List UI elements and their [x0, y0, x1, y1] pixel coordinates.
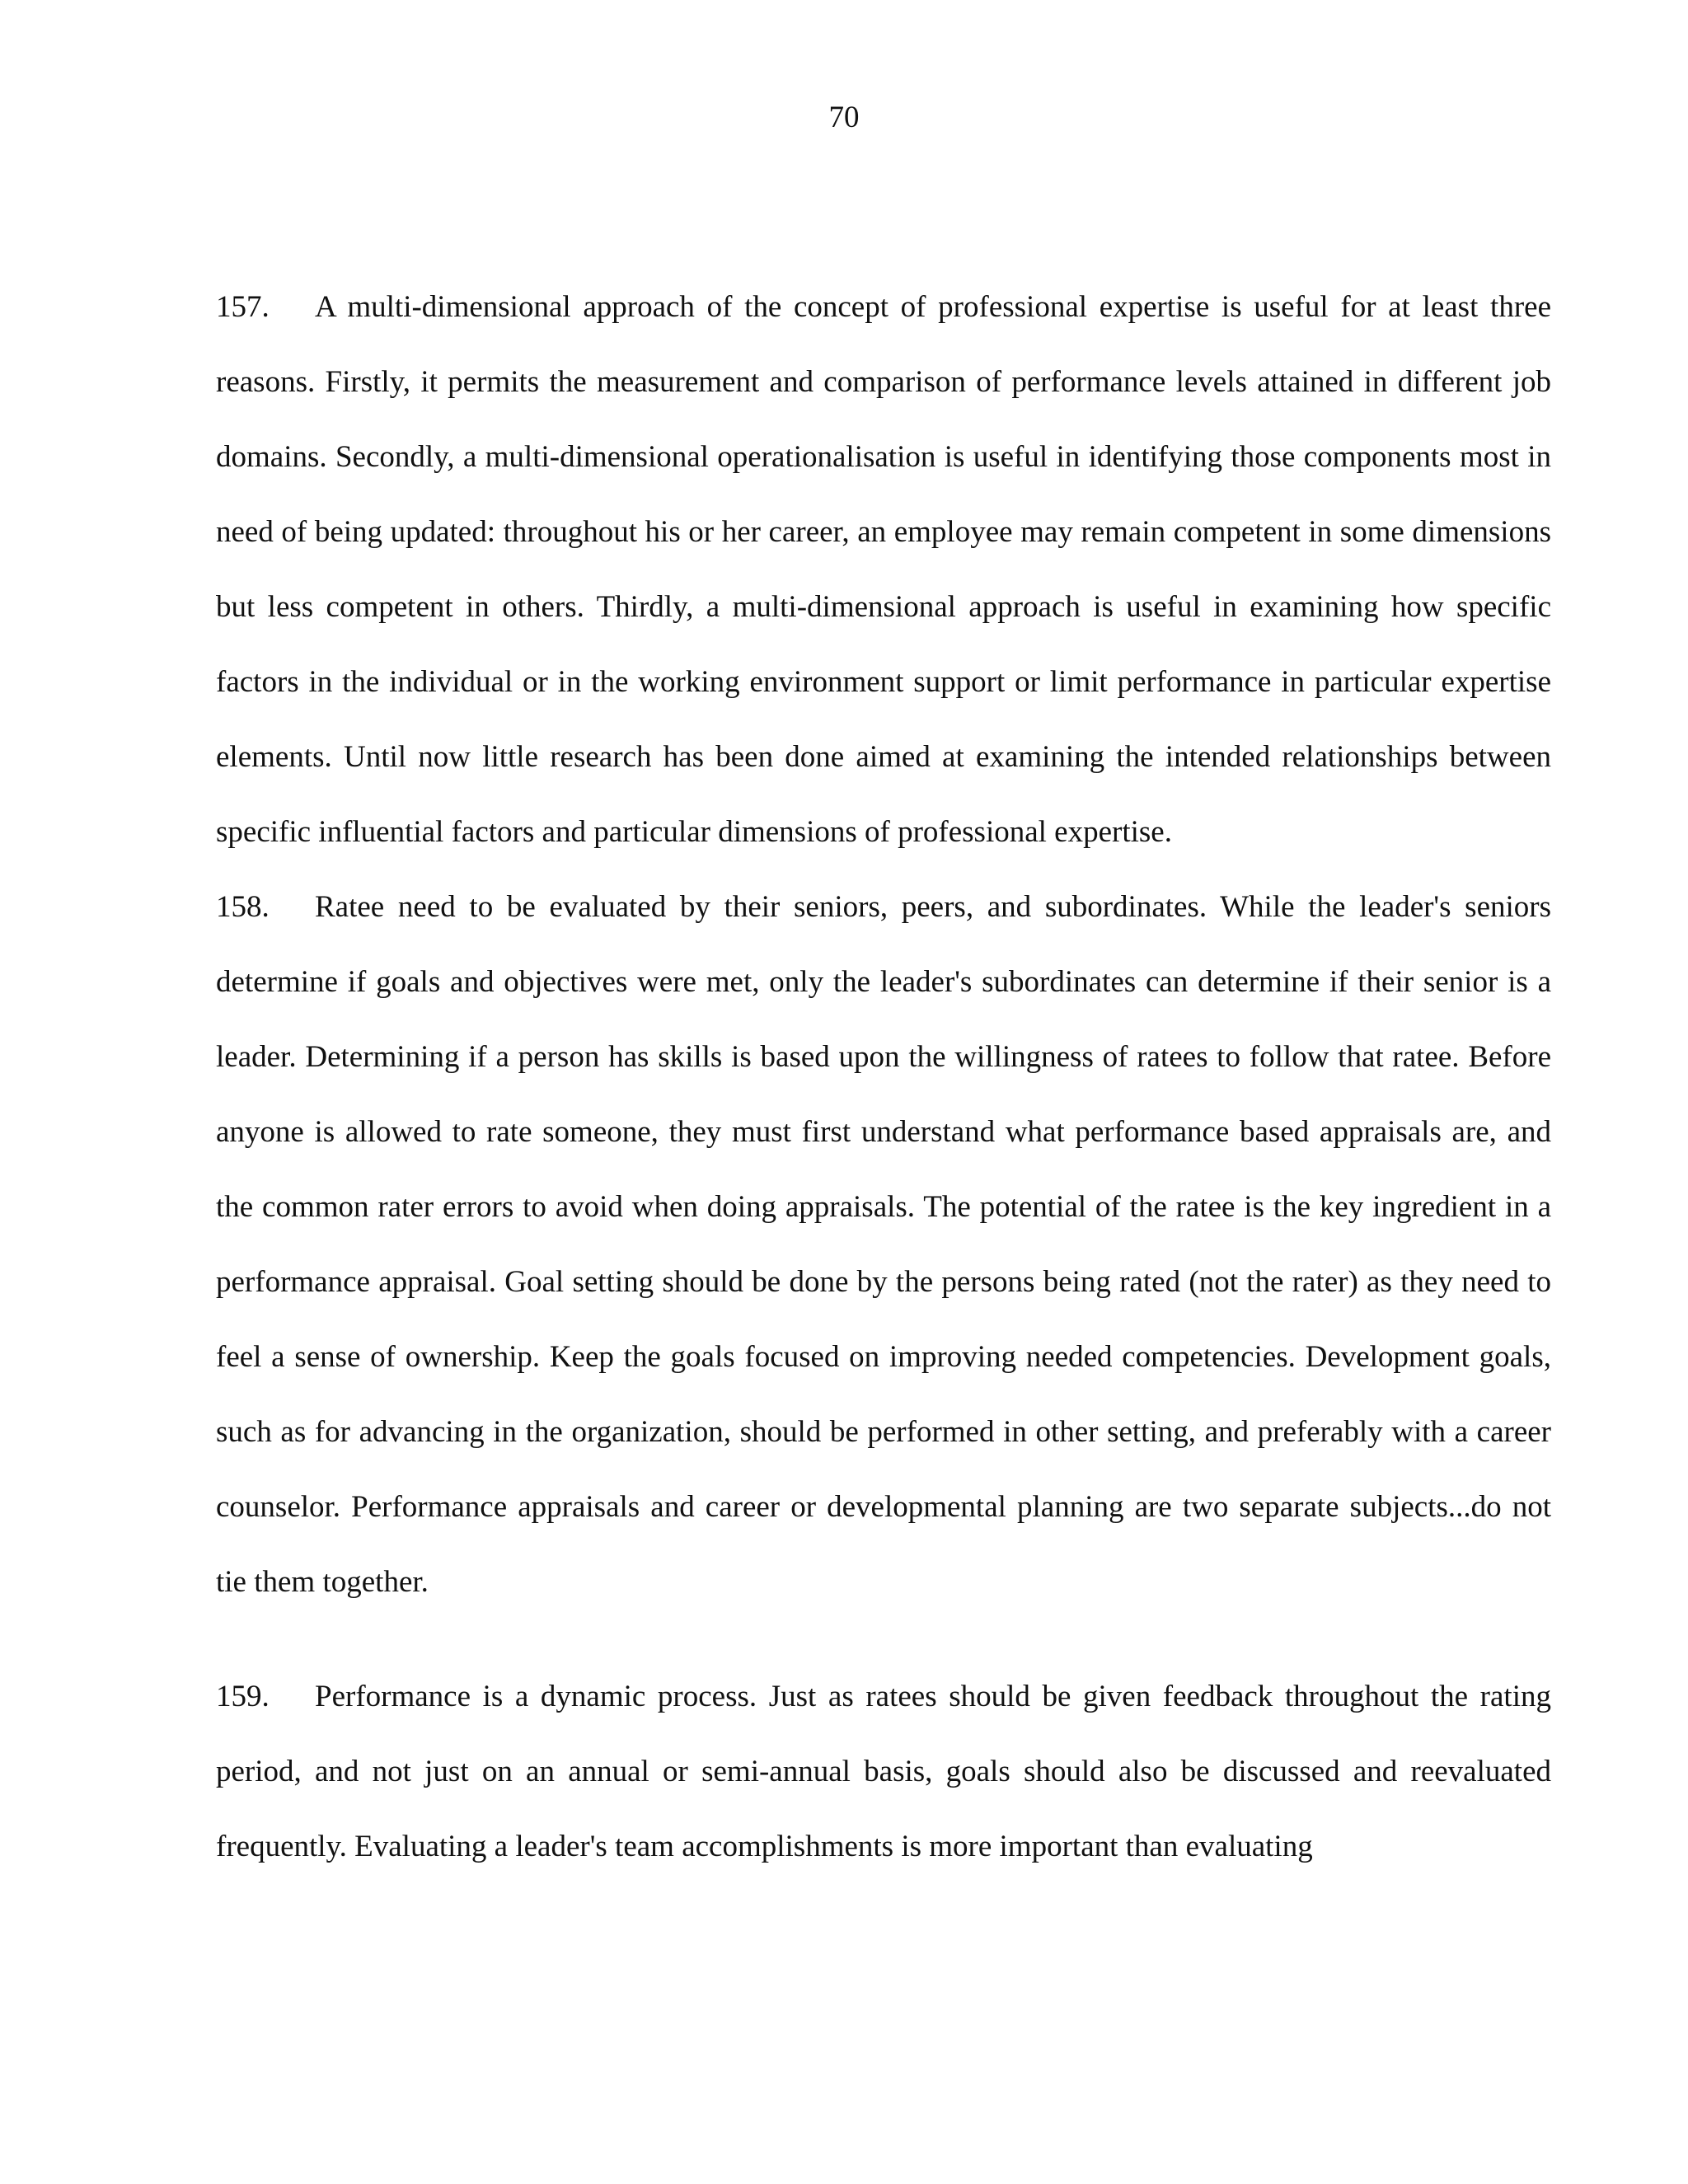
paragraph-text: Ratee need to be evaluated by their seniors, peers, and subordinates. While the leader's seniors determine if goals and objectives were met, only the leader's subordinates can determine if their senior is a leader. Determining if a person has skills is based upon the willingness of ratees to follow that ratee. Before anyone is allowed to rate someone, they must first understand what performance based appraisals are, and the common rater errors to avoid when doing appraisals. The potential of the ratee is the key ingredient in a performance appraisal. Goal setting should be done by the persons being rated (not the rater) as they need to feel a sense of ownership. Keep the goals focused on improving needed competencies. Development goals, such as for advancing in the organization, should be performed in other setting, and preferably with a career counselor. Performance appraisals and career or developmental planning are two separate subjects...do not tie them together. — [216, 890, 1551, 1599]
paragraph-157 — [216, 269, 1551, 869]
paragraph-number: 157. — [216, 290, 270, 324]
paragraph-158 — [216, 869, 1551, 1619]
paragraph-159 — [216, 1659, 1551, 1884]
paragraph-text: A multi-dimensional approach of the concept of professional expertise is useful for at least three reasons. Firstly, it permits the measurement and comparison of performance levels attained in different job domains. Secondly, a multi-dimensional operationalisation is useful in identifying those components most in need of being updated: throughout his or her career, an employee may remain competent in some dimensions but less competent in others. Thirdly, a multi-dimensional approach is useful in examining how specific factors in the individual or in the working environment support or limit performance in particular expertise elements. Until now little research has been done aimed at examining the intended relationships between specific influential factors and particular dimensions of professional expertise. — [216, 290, 1551, 849]
paragraph-number: 158. — [216, 890, 270, 924]
paragraph-number: 159. — [216, 1680, 270, 1713]
paragraph-text: Performance is a dynamic process. Just as ratees should be given feedback throughout the rating period, and not just on an annual or semi-annual basis, goals should also be discussed and reevaluated frequently. Evaluating a leader's team accomplishments is more important than evaluating — [216, 1680, 1551, 1863]
page-number: 70 — [828, 101, 860, 134]
document-body — [216, 269, 1551, 1884]
